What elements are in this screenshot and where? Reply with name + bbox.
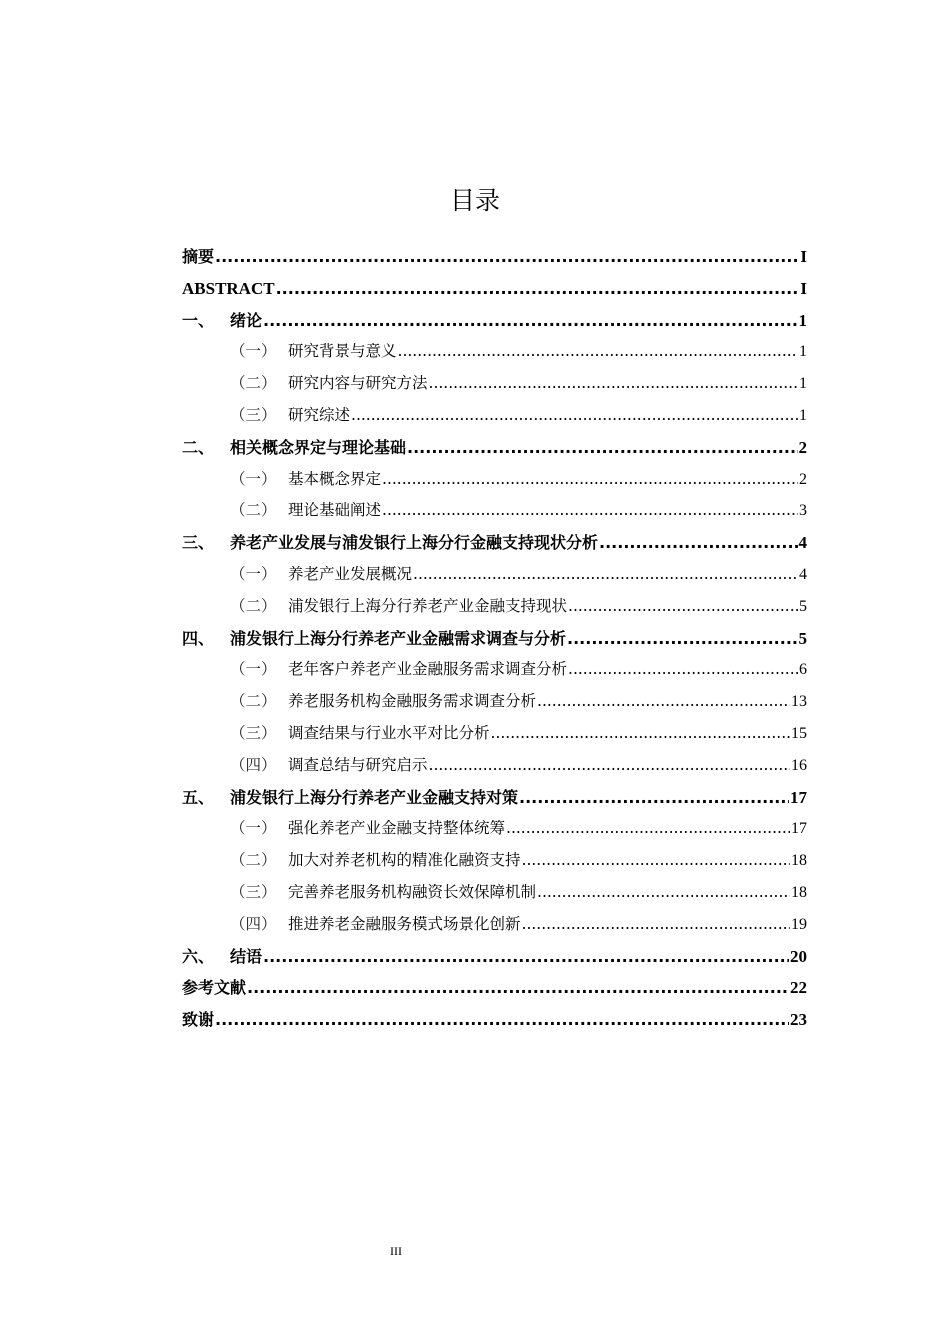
toc-entry-label: 理论基础阐述 — [288, 501, 382, 520]
toc-entry-label: 研究内容与研究方法 — [288, 374, 428, 393]
toc-entry-number: 二、 — [182, 437, 215, 457]
toc-entry-label: 基本概念界定 — [288, 469, 382, 488]
toc-entry-section-3-1[interactable] — [182, 559, 807, 591]
toc-leader-dots — [247, 972, 789, 1004]
page-title: 目录 — [449, 186, 500, 215]
toc-entry-label: 绪论 — [230, 310, 263, 330]
toc-page-number: I — [800, 247, 807, 266]
toc-page-number: 1 — [799, 343, 807, 361]
toc-entry-chapter-3[interactable] — [182, 527, 807, 559]
toc-entry-section-1-3[interactable] — [182, 400, 807, 432]
toc-entry-number: （一） — [230, 819, 277, 838]
toc-page-number: 1 — [799, 406, 807, 424]
toc-leader-dots — [215, 241, 799, 273]
toc-leader-dots — [276, 273, 800, 305]
toc-leader-dots — [382, 464, 798, 496]
toc-leader-dots — [519, 782, 789, 814]
toc-entry-number: （四） — [230, 755, 277, 774]
toc-entry-section-4-4[interactable] — [182, 750, 807, 782]
toc-leader-dots — [398, 336, 798, 368]
toc-entry-section-5-4[interactable] — [182, 909, 807, 941]
toc-leader-dots — [537, 686, 790, 718]
toc-page-number: 2 — [799, 470, 807, 488]
toc-page-number: 17 — [790, 787, 807, 807]
toc-entry-number: （二） — [230, 596, 277, 615]
toc-entry-section-5-2[interactable] — [182, 845, 807, 877]
toc-entry-number: （三） — [230, 723, 277, 742]
toc-entry-chapter-1[interactable] — [182, 305, 807, 337]
toc-leader-dots — [215, 1004, 789, 1036]
toc-leader-dots — [429, 750, 790, 782]
toc-page-number: 1 — [798, 310, 807, 330]
toc-entry-section-4-2[interactable] — [182, 686, 807, 718]
toc-entry-label: 调查总结与研究启示 — [288, 755, 428, 774]
toc-entry-number: 五、 — [182, 787, 215, 807]
toc-leader-dots — [351, 400, 798, 432]
toc-entry-section-2-2[interactable] — [182, 495, 807, 527]
toc-page-number: 5 — [798, 628, 807, 648]
toc-entry-label: 完善养老服务机构融资长效保障机制 — [288, 882, 537, 901]
toc-leader-dots — [599, 527, 797, 559]
toc-page-number: 3 — [799, 502, 807, 520]
toc-entry-section-4-3[interactable] — [182, 718, 807, 750]
toc-entry-label: 养老服务机构金融服务需求调查分析 — [288, 692, 537, 711]
toc-page-number: 18 — [791, 883, 807, 901]
toc-leader-dots — [263, 941, 789, 973]
toc-entry-references[interactable] — [182, 972, 807, 1004]
toc-leader-dots — [568, 591, 798, 623]
toc-entry-section-1-2[interactable] — [182, 368, 807, 400]
toc-page-number: 5 — [799, 597, 807, 615]
toc-entry-label: 养老产业发展与浦发银行上海分行金融支持现状分析 — [230, 533, 599, 553]
toc-page-number: 16 — [791, 756, 807, 774]
toc-leader-dots — [407, 432, 797, 464]
toc-page-number: 17 — [791, 820, 807, 838]
toc-entry-section-1-1[interactable] — [182, 336, 807, 368]
toc-entry-label: 研究背景与意义 — [288, 342, 397, 361]
toc-entry-label: 强化养老产业金融支持整体统筹 — [288, 819, 506, 838]
toc-entry-label: 相关概念界定与理论基础 — [230, 437, 407, 457]
toc-leader-dots — [506, 813, 790, 845]
toc-page-number: 18 — [791, 852, 807, 870]
toc-entry-label: 参考文献 — [182, 978, 247, 998]
toc-entry-label: 结语 — [230, 946, 263, 966]
toc-entry-abstract-cn[interactable] — [182, 241, 807, 273]
toc-entry-label: 摘要 — [182, 247, 215, 266]
toc-entry-label: ABSTRACT — [182, 278, 275, 298]
toc-entry-number: （三） — [230, 882, 277, 901]
toc-page-number: 20 — [790, 946, 807, 966]
toc-entry-chapter-2[interactable] — [182, 432, 807, 464]
toc-entry-number: 四、 — [182, 628, 215, 648]
toc-entry-acknowledgements[interactable] — [182, 1004, 807, 1036]
footer-page-number: III — [390, 1244, 402, 1258]
toc-page-number: 1 — [799, 375, 807, 393]
toc-entry-number: 三、 — [182, 533, 215, 553]
table-of-contents — [182, 241, 807, 1036]
toc-entry-number: （二） — [230, 501, 277, 520]
toc-page-number: 23 — [790, 1010, 807, 1030]
toc-leader-dots — [382, 495, 798, 527]
toc-entry-number: （一） — [230, 342, 277, 361]
toc-entry-label: 致谢 — [182, 1010, 215, 1030]
toc-page-number: 19 — [791, 915, 807, 933]
toc-leader-dots — [567, 623, 797, 655]
toc-entry-section-5-1[interactable] — [182, 813, 807, 845]
toc-page-number: 15 — [791, 724, 807, 742]
toc-entry-label: 老年客户养老产业金融服务需求调查分析 — [288, 660, 568, 679]
toc-entry-section-5-3[interactable] — [182, 877, 807, 909]
toc-entry-chapter-6[interactable] — [182, 941, 807, 973]
toc-entry-abstract-en[interactable] — [182, 273, 807, 305]
toc-leader-dots — [568, 654, 798, 686]
toc-entry-label: 研究综述 — [288, 405, 351, 424]
toc-entry-label: 推进养老金融服务模式场景化创新 — [288, 914, 521, 933]
toc-leader-dots — [491, 718, 790, 750]
toc-entry-section-2-1[interactable] — [182, 464, 807, 496]
toc-entry-number: （一） — [230, 469, 277, 488]
toc-page-number: 2 — [798, 437, 807, 457]
toc-entry-label: 浦发银行上海分行养老产业金融支持对策 — [230, 787, 519, 807]
toc-entry-section-4-1[interactable] — [182, 654, 807, 686]
toc-entry-number: 六、 — [182, 946, 215, 966]
toc-entry-label: 调查结果与行业水平对比分析 — [288, 723, 490, 742]
toc-entry-label: 加大对养老机构的精准化融资支持 — [288, 851, 521, 870]
toc-page-number: 4 — [799, 565, 807, 583]
toc-entry-number: （三） — [230, 405, 277, 424]
toc-page-number: 4 — [798, 533, 807, 553]
toc-entry-number: （一） — [230, 660, 277, 679]
toc-entry-label: 养老产业发展概况 — [288, 564, 413, 583]
toc-entry-number: （二） — [230, 851, 277, 870]
toc-leader-dots — [429, 368, 798, 400]
toc-entry-label: 浦发银行上海分行养老产业金融需求调查与分析 — [230, 628, 567, 648]
toc-entry-chapter-4[interactable] — [182, 623, 807, 655]
toc-entry-section-3-2[interactable] — [182, 591, 807, 623]
toc-entry-number: （四） — [230, 914, 277, 933]
toc-page-number: 22 — [790, 978, 807, 998]
toc-leader-dots — [263, 305, 797, 337]
toc-page-number: 6 — [799, 661, 807, 679]
toc-leader-dots — [413, 559, 798, 591]
toc-entry-number: 一、 — [182, 310, 215, 330]
toc-page-number: 13 — [791, 693, 807, 711]
toc-leader-dots — [522, 909, 790, 941]
toc-leader-dots — [522, 845, 790, 877]
toc-entry-number: （一） — [230, 564, 277, 583]
toc-entry-number: （二） — [230, 374, 277, 393]
toc-entry-chapter-5[interactable] — [182, 782, 807, 814]
toc-entry-label: 浦发银行上海分行养老产业金融支持现状 — [288, 596, 568, 615]
toc-page-number: I — [800, 278, 807, 298]
toc-leader-dots — [537, 877, 790, 909]
toc-entry-number: （二） — [230, 692, 277, 711]
